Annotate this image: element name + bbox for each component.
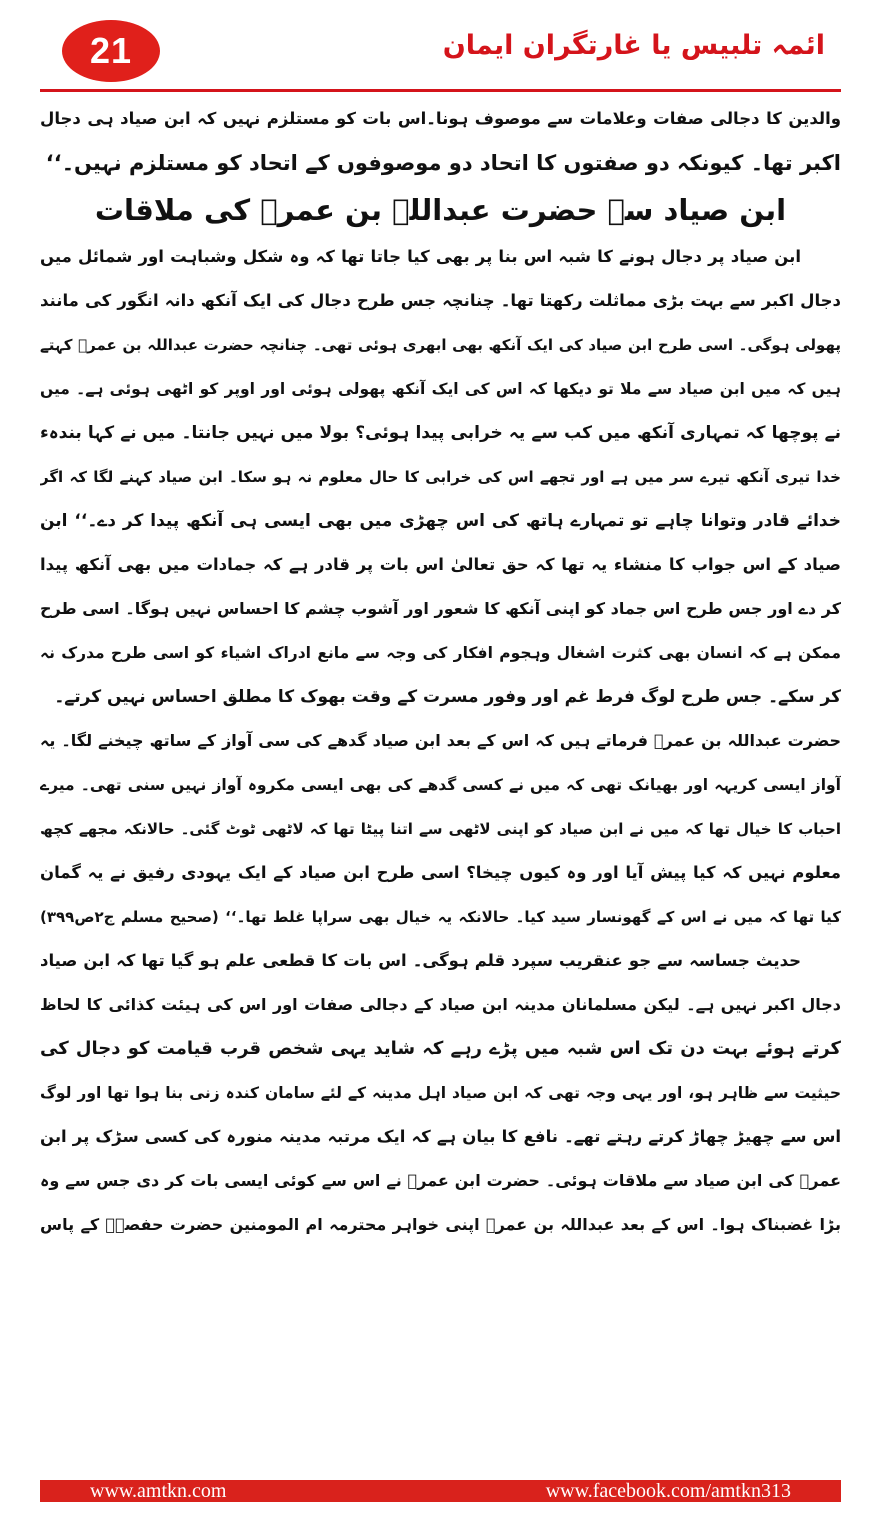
- text-line: کر دے اور جس طرح اس جماد کو اپنی آنکھ کا شعور اور آشوب چشم کا احساس نہیں ہوگا۔ اسی طرح: [40, 599, 841, 618]
- text-line: ابن صیاد پر دجال ہونے کا شبہ اس بنا پر بھی کیا جاتا تھا کہ وہ شکل وشباہت اور شمائل میں: [40, 247, 801, 266]
- text-line: خدا تیری آنکھ تیرے سر میں ہے اور تجھے اس کی خرابی کا حال معلوم نہ ہو سکا۔ ابن صیاد کہنے لگا کہ اگر: [40, 468, 841, 486]
- text-line: معلوم نہیں کہ کیا پیش آیا اور وہ کیوں چیخا؟ اسی طرح ابن صیاد کے ایک یہودی رفیق نے یہ گمان: [40, 863, 841, 882]
- page-body: [40, 97, 841, 1247]
- footer-bar: [40, 1480, 841, 1502]
- text-line: عمرؓ کی ابن صیاد سے ملاقات ہوئی۔ حضرت ابن عمرؓ نے اس سے کوئی ایسی بات کر دی جس سے وہ: [40, 1171, 841, 1190]
- text-line: کرتے ہوئے بہت دن تک اس شبہ میں پڑے رہے کہ شاید یہی شخص قرب قیامت کو دجال کی: [40, 1038, 841, 1059]
- text-line: آواز ایسی کریہہ اور بھیانک تھی کہ میں نے کسی گدھے کی بھی ایسی مکروہ آواز نہیں سنی تھی۔ میرے: [40, 776, 841, 794]
- header-divider: [40, 89, 841, 92]
- book-title: ائمہ تلبیس یا غارتگران ایمان: [442, 30, 825, 61]
- page-number-badge: [62, 20, 160, 82]
- text-line: دجال اکبر سے بہت بڑی مماثلت رکھتا تھا۔ چنانچہ جس طرح دجال کی ایک آنکھ دانہ انگور کی مانند: [40, 291, 841, 310]
- text-line: بڑا غضبناک ہوا۔ اس کے بعد عبداللہ بن عمرؓ اپنی خواہر محترمہ ام المومنین حضرت حفصہؓ کے پاس: [40, 1215, 841, 1234]
- text-line: احباب کا خیال تھا کہ میں نے ابن صیاد کو اپنی لاٹھی سے اتنا پیٹا تھا کہ لاٹھی ٹوٹ گئی۔ حالانکہ مجھے کچھ: [40, 820, 841, 838]
- text-line: خدائے قادر وتوانا چاہے تو تمہارے ہاتھ کی اس چھڑی میں بھی ایسی ہی آنکھ پیدا کر دے۔‘‘ ابن: [40, 511, 841, 531]
- paragraph-4: [40, 939, 841, 1247]
- text-line: صیاد کے اس جواب کا منشاء یہ تھا کہ حق تعالیٰ اس بات پر قادر ہے کہ جمادات میں بھی آنکھ پیدا: [40, 555, 841, 574]
- text-line: پھولی ہوگی۔ اسی طرح ابن صیاد کی ایک آنکھ بھی ابھری ہوئی تھی۔ چنانچہ حضرت عبداللہ بن عمرؓ کہتے: [40, 336, 841, 354]
- text-line: کیا تھا کہ میں نے اس کے گھونسار سید کیا۔ حالانکہ یہ خیال بھی سراپا غلط تھا۔‘‘ (صحیح مسلم ج۲ص۳۹۹): [40, 908, 841, 926]
- text-line: والدین کا دجالی صفات وعلامات سے موصوف ہونا۔اس بات کو مستلزم نہیں کہ ابن صیاد ہی دجال: [40, 109, 841, 128]
- text-line: اکبر تھا۔ کیونکہ دو صفتوں کا اتحاد دو موصوفوں کے اتحاد کو مستلزم نہیں۔‘‘: [45, 151, 841, 175]
- paragraph-2: [40, 235, 841, 719]
- paragraph-3: [40, 719, 841, 939]
- text-line: ممکن ہے کہ انسان بھی کثرت اشغال وہجوم افکار کی وجہ سے مانع ادراک اشیاء کو اسی طرح مدرک نہ: [40, 644, 841, 662]
- text-line: ہیں کہ میں ابن صیاد سے ملا تو دیکھا کہ اس کی ایک آنکھ پھولی ہوئی اور اوپر کو اٹھی ہوئی ہے۔ میں: [40, 380, 841, 398]
- paragraph-1: [40, 97, 841, 185]
- text-line: اس سے چھیڑ چھاڑ کرتے رہتے تھے۔ نافع کا بیان ہے کہ ایک مرتبہ مدینہ منورہ کی کسی سڑک پر ابن: [40, 1127, 841, 1146]
- text-line: نے پوچھا کہ تمہاری آنکھ میں کب سے یہ خرابی پیدا ہوئی؟ بولا میں نہیں جانتا۔ میں نے کہا بندہء: [40, 423, 841, 443]
- page-number: 21: [89, 30, 133, 71]
- section-heading: ابن صیاد سے حضرت عبداللہ بن عمرؓ کی ملاقات: [94, 193, 787, 227]
- text-line: کر سکے۔ جس طرح لوگ فرط غم اور وفور مسرت کے وقت بھوک کا مطلق احساس نہیں کرتے۔: [54, 687, 841, 707]
- text-line: حضرت عبداللہ بن عمرؓ فرماتے ہیں کہ اس کے بعد ابن صیاد گدھے کی سی آواز کے ساتھ چیخنے لگا۔ یہ: [40, 731, 841, 750]
- text-line: دجال اکبر نہیں ہے۔ لیکن مسلمانان مدینہ ابن صیاد کے دجالی صفات اور اس کی ہیئت کذائی کا لحاظ: [40, 995, 841, 1014]
- website-link[interactable]: www.amtkn.com: [90, 1479, 227, 1502]
- facebook-link[interactable]: www.facebook.com/amtkn313: [545, 1479, 791, 1502]
- text-line: حیثیت سے ظاہر ہو، اور یہی وجہ تھی کہ ابن صیاد اہل مدینہ کے لئے سامان کندہ زنی بنا ہوا تھا اور لوگ: [40, 1084, 841, 1102]
- text-line: حدیث جساسہ سے جو عنقریب سپرد قلم ہوگی۔ اس بات کا قطعی علم ہو گیا تھا کہ ابن صیاد: [40, 951, 801, 970]
